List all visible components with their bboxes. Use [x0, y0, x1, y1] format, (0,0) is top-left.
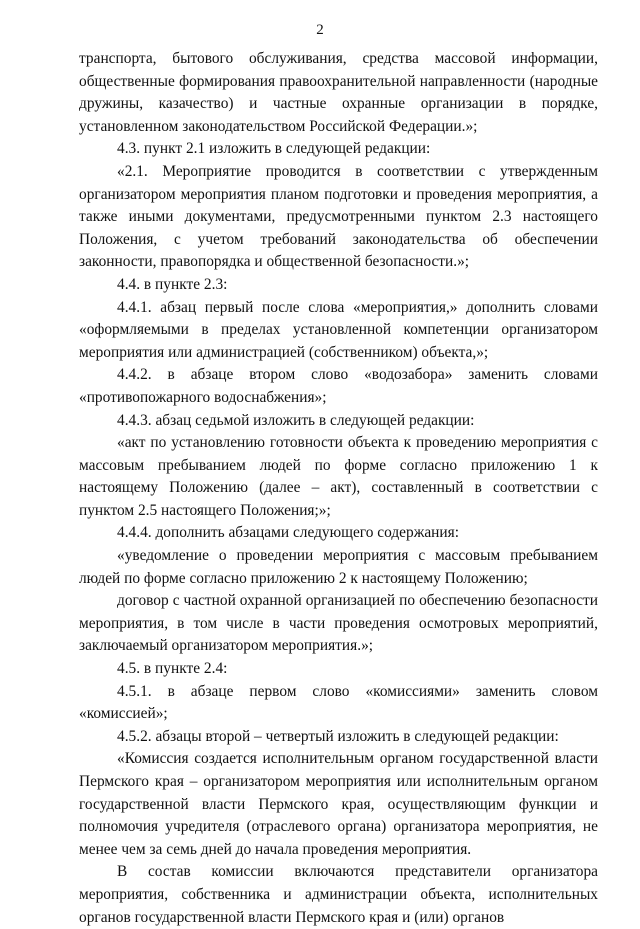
paragraph-continuation: транспорта, бытового обслуживания, средства массовой информации, общественные формирования правоохранительной направленности (народные дружины, казачество) и частные охранные организации в порядке, установленном законодательством Российской Федерации.»; [79, 50, 598, 135]
paragraph-item-4-4-3: 4.4.3. абзац седьмой изложить в следующей редакции: [117, 411, 475, 429]
paragraph-item-4-5-1: 4.5.1. в абзаце первом слово «комиссиями» заменить словом «комиссией»; [79, 682, 598, 723]
paragraph-quote-notice: «уведомление о проведении мероприятия с массовым пребыванием людей по форме согласно приложению 2 к настоящему Положению; [79, 547, 598, 587]
paragraph-item-4-5: 4.5. в пункте 2.4: [117, 660, 228, 678]
paragraph-item-4-5-2: 4.5.2. абзацы второй – четвертый изложить в следующей редакции: [117, 727, 559, 745]
paragraph-quote-act: «акт по установлению готовности объекта к проведению мероприятия с массовым пребыванием людей по форме согласно приложению 1 к настоящему Положению (далее – акт), составленный в соответствии с пунктом 2.5 настоящего Положения;»; [79, 434, 598, 519]
page-number: 2 [316, 22, 324, 38]
paragraph-item-4-4-2: 4.4.2. в абзаце втором слово «водозабора» заменить словами «противопожарного водоснабжения»; [79, 366, 598, 406]
paragraph-item-4-4: 4.4. в пункте 2.3: [117, 275, 228, 293]
paragraph-quote-composition: В состав комиссии включаются представители организатора мероприятия, собственника и администрации объекта, исполнительных органов государственной власти Пермского края и (или) органов [79, 863, 598, 926]
document-body [79, 48, 598, 929]
paragraph-quote-commission: «Комиссия создается исполнительным органом государственной власти Пермского края – организатором мероприятия или исполнительным органом государственной власти Пермского края, осуществляющим функции и полномочия учредителя (отраслевого органа) организатора мероприятия, не менее чем за семь дней до начала проведения мероприятия. [79, 750, 598, 858]
paragraph-quote-2-1: «2.1. Мероприятие проводится в соответствии с утвержденным организатором мероприятия планом подготовки и проведения мероприятия, а также иными документами, предусмотренными пунктом 2.3 настоящего Положения, с учетом требований законодательства об обеспечении законности, правопорядка и общественной безопасности.»; [79, 162, 598, 271]
paragraph-item-4-4-4: 4.4.4. дополнить абзацами следующего содержания: [117, 524, 459, 542]
paragraph-item-4-4-1: 4.4.1. абзац первый после слова «мероприятия,» дополнить словами «оформляемыми в пределах установленной компетенции организатором мероприятия или администрацией (собственником) объекта,»; [79, 298, 598, 361]
paragraph-item-4-3: 4.3. пункт 2.1 изложить в следующей редакции: [117, 140, 431, 158]
paragraph-quote-contract: договор с частной охранной организацией по обеспечению безопасности мероприятия, в том числе в части проведения осмотровых мероприятий, заключаемый организатором мероприятия.»; [79, 592, 598, 655]
